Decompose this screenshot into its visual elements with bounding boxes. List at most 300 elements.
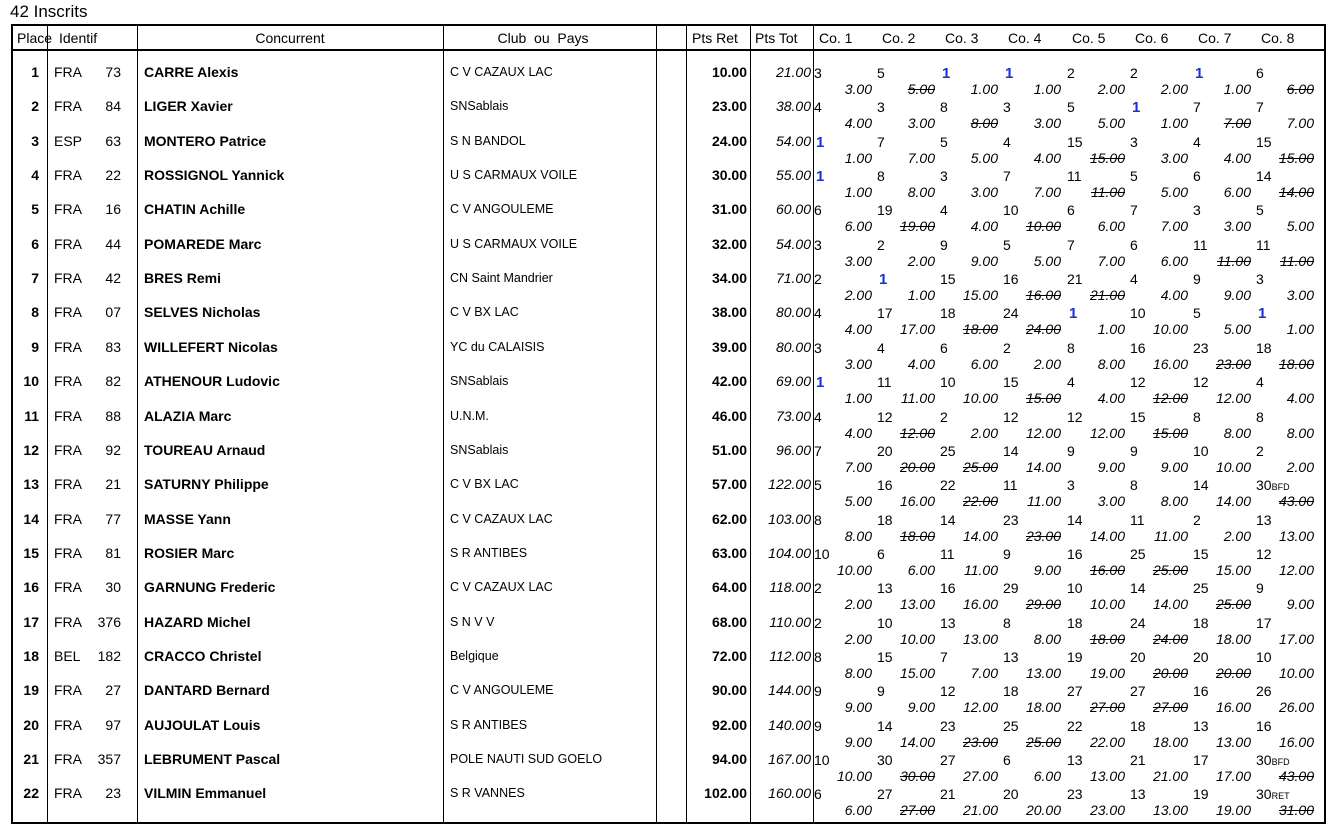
course-points: 11.00	[1217, 252, 1251, 269]
nationality-cell: FRA	[54, 373, 82, 390]
place-cell: 10	[23, 373, 39, 390]
course-rank-value: 30	[1256, 477, 1272, 494]
course-rank	[1130, 786, 1146, 802]
nationality-cell: FRA	[54, 579, 82, 596]
course-rank-value: 14	[877, 717, 893, 734]
nationality-cell: FRA	[54, 613, 82, 630]
sail-number-cell: 92	[105, 441, 121, 458]
course-points: 11.00	[1027, 493, 1061, 510]
course-rank	[1003, 512, 1019, 528]
course-points: 16.00	[899, 493, 935, 510]
course-points: 9.00	[1223, 287, 1251, 304]
course-points: 18.00	[899, 527, 935, 544]
course-points: 1.00	[844, 149, 872, 166]
nationality-cell: FRA	[54, 167, 82, 184]
course-points: 3.00	[1097, 493, 1125, 510]
course-rank	[1067, 580, 1083, 596]
course-rank-value: 7	[1130, 202, 1138, 219]
course-rank-value: 15	[1130, 408, 1146, 425]
sail-number-cell: 77	[105, 510, 121, 527]
pts-tot-cell: 118.00	[769, 579, 811, 596]
course-rank	[877, 580, 893, 596]
nationality-cell: FRA	[54, 98, 82, 115]
sail-number-cell: 42	[105, 270, 121, 287]
course-rank	[814, 99, 822, 115]
course-rank-value: 24	[1003, 305, 1019, 322]
place-cell: 3	[31, 132, 39, 149]
course-rank-value: 27	[877, 786, 893, 803]
course-rank-value: 19	[1067, 648, 1083, 665]
course-rank-value: 19	[877, 202, 893, 219]
course-rank	[1067, 615, 1083, 631]
table-row	[13, 119, 1324, 166]
course-rank-value: 13	[940, 614, 956, 631]
course-rank-value: 10	[1193, 442, 1209, 459]
sail-number-cell: 376	[97, 613, 121, 630]
course-rank-value: 6	[814, 786, 822, 803]
course-points: 6.00	[1286, 81, 1314, 97]
course-points: 1.00	[1160, 115, 1188, 132]
course-rank	[1067, 99, 1075, 115]
course-rank-value: 18	[1193, 614, 1209, 631]
place-cell: 16	[23, 579, 39, 596]
pts-tot-cell: 21.00	[775, 64, 811, 80]
course-rank-value: 5	[1130, 168, 1138, 185]
course-rank-value: 7	[940, 648, 948, 665]
pts-ret-cell: 62.00	[711, 510, 747, 527]
course-points: 3.00	[844, 252, 872, 269]
course-rank	[1193, 99, 1201, 115]
course-rank-value: 1	[942, 65, 951, 82]
pts-tot-cell: 110.00	[769, 613, 811, 630]
course-rank	[1067, 477, 1075, 493]
course-points: 10.00	[962, 390, 998, 407]
course-points: 5.00	[1097, 115, 1125, 132]
course-points: 17.00	[1278, 630, 1314, 647]
course-points: 5.00	[970, 149, 998, 166]
course-rank	[940, 683, 956, 699]
course-rank-value: 9	[1193, 271, 1201, 288]
course-rank	[814, 443, 822, 459]
course-rank-value: 15	[1256, 133, 1272, 150]
place-cell: 17	[23, 613, 39, 630]
course-rank-value: 6	[1256, 65, 1264, 81]
course-rank-value: 8	[877, 168, 885, 185]
course-rank	[1130, 477, 1138, 493]
course-rank	[1067, 786, 1083, 802]
pts-ret-cell: 34.00	[711, 270, 747, 287]
course-rank	[1003, 477, 1018, 493]
course-points: 10.00	[1152, 321, 1188, 338]
course-rank	[940, 615, 956, 631]
place-cell: 6	[31, 235, 39, 252]
course-rank-value: 25	[1130, 545, 1146, 562]
course-rank	[1193, 649, 1209, 665]
pts-tot-cell: 80.00	[775, 304, 811, 321]
course-rank-value: 2	[1003, 339, 1011, 356]
course-rank-value: 8	[814, 511, 822, 528]
table-row	[13, 394, 1324, 441]
place-cell: 5	[31, 201, 39, 218]
course-rank-value: 11	[1193, 236, 1208, 253]
club-cell: C V ANGOULEME	[450, 683, 554, 698]
course-rank-value: 10	[1130, 305, 1146, 322]
club-cell: C V BX LAC	[450, 477, 519, 492]
course-rank-value: 13	[1193, 717, 1209, 734]
nationality-cell: FRA	[54, 304, 82, 321]
course-rank-value: 18	[940, 305, 956, 322]
course-rank	[1067, 134, 1083, 150]
course-points: 6.00	[907, 561, 935, 578]
course-rank-value: 2	[1193, 511, 1201, 528]
course-points: 4.00	[1286, 390, 1314, 407]
course-rank-value: 8	[1003, 614, 1011, 631]
place-cell: 8	[31, 304, 39, 321]
course-rank	[877, 202, 893, 218]
course-points: 8.00	[1097, 355, 1125, 372]
course-points: 23.00	[1025, 527, 1061, 544]
course-rank	[940, 374, 956, 390]
pts-ret-cell: 24.00	[711, 132, 747, 149]
nationality-cell: FRA	[54, 64, 82, 80]
club-cell: C V ANGOULEME	[450, 202, 554, 217]
course-rank-value: 18	[1256, 339, 1272, 356]
course-points: 9.00	[1097, 458, 1125, 475]
course-points: 24.00	[1152, 630, 1188, 647]
course-rank-value: 6	[1130, 236, 1138, 253]
course-rank	[1256, 134, 1272, 150]
course-rank	[814, 202, 822, 218]
course-rank	[1256, 546, 1272, 562]
table-row	[13, 600, 1324, 647]
course-rank	[1132, 99, 1140, 116]
course-rank	[1003, 305, 1019, 321]
course-rank	[1130, 65, 1138, 81]
course-points: 14.00	[962, 527, 998, 544]
course-rank	[1193, 615, 1209, 631]
course-rank-value: 8	[940, 99, 948, 116]
course-rank-value: 3	[877, 99, 885, 116]
course-rank	[1130, 443, 1138, 459]
course-rank-value: 9	[1256, 580, 1264, 597]
course-rank	[1256, 512, 1272, 528]
course-rank-value: 6	[1193, 168, 1201, 185]
course-rank-value: 4	[1003, 133, 1011, 150]
competitor-name: CHATIN Achille	[144, 201, 246, 218]
course-rank	[940, 134, 948, 150]
course-rank-value: 8	[1067, 339, 1075, 356]
course-rank-value: 16	[1130, 339, 1146, 356]
course-rank-value: 8	[1256, 408, 1264, 425]
course-rank-value: 2	[814, 614, 822, 631]
course-points: 5.00	[1160, 184, 1188, 201]
course-rank-value: 17	[877, 305, 893, 322]
course-rank	[877, 65, 885, 81]
nationality-cell: BEL	[54, 647, 81, 664]
course-points: 10.00	[899, 630, 935, 647]
course-points: 4.00	[1097, 390, 1125, 407]
course-points: 6.00	[844, 802, 872, 819]
course-points: 3.00	[907, 115, 935, 132]
course-points: 27.00	[1152, 699, 1188, 716]
place-cell: 19	[23, 682, 39, 699]
nationality-cell: FRA	[54, 476, 82, 493]
course-rank-value: 14	[940, 511, 956, 528]
course-rank-value: 30	[1256, 752, 1272, 768]
course-rank	[1256, 683, 1272, 699]
header-course-7: Co. 7	[1198, 30, 1232, 46]
course-rank	[1193, 271, 1201, 287]
course-rank	[1130, 409, 1146, 425]
course-points: 13.00	[1278, 527, 1314, 544]
table-row	[13, 428, 1324, 475]
course-points: 5.00	[844, 493, 872, 510]
course-rank-value: 14	[1067, 511, 1083, 528]
course-rank	[1193, 512, 1201, 528]
course-rank	[814, 65, 822, 81]
pts-tot-cell: 54.00	[775, 132, 811, 149]
course-rank	[1256, 271, 1264, 287]
club-cell: CN Saint Mandrier	[450, 271, 553, 286]
competitor-name: AUJOULAT Louis	[144, 716, 261, 733]
course-points: 21.00	[1089, 287, 1125, 304]
course-rank-value: 11	[1003, 477, 1018, 494]
course-rank-value: 14	[1130, 580, 1146, 597]
course-points: 4.00	[970, 218, 998, 235]
course-rank-value: 2	[1067, 65, 1075, 81]
course-rank	[1067, 443, 1075, 459]
course-rank	[940, 271, 956, 287]
course-points: 27.00	[1089, 699, 1125, 716]
course-rank	[1256, 409, 1264, 425]
course-rank-value: 30	[1256, 786, 1272, 803]
pts-ret-cell: 23.00	[711, 98, 747, 115]
course-rank-value: 12	[940, 683, 956, 700]
pts-tot-cell: 160.00	[768, 785, 811, 802]
course-rank	[1130, 718, 1146, 734]
course-points: 8.00	[1160, 493, 1188, 510]
course-points: 8.00	[1033, 630, 1061, 647]
course-rank-value: 10	[1003, 202, 1019, 219]
course-points: 23.00	[962, 733, 998, 750]
course-rank	[877, 237, 885, 253]
club-cell: C V CAZAUX LAC	[450, 511, 553, 526]
club-cell: U S CARMAUX VOILE	[450, 236, 578, 251]
course-rank-value: 5	[814, 477, 822, 494]
pts-ret-cell: 68.00	[711, 613, 747, 630]
course-rank	[814, 718, 822, 734]
pts-ret-cell: 31.00	[711, 201, 747, 218]
course-rank	[1003, 374, 1019, 390]
course-rank-value: 6	[940, 339, 948, 356]
course-points: 16.00	[1215, 699, 1251, 716]
course-rank	[1193, 134, 1201, 150]
course-rank	[877, 477, 893, 493]
course-rank	[877, 683, 885, 699]
course-rank	[940, 546, 955, 562]
course-points: 26.00	[1278, 699, 1314, 716]
club-cell: C V CAZAUX LAC	[450, 580, 553, 595]
sail-number-cell: 07	[105, 304, 121, 321]
course-rank	[1256, 580, 1264, 596]
pts-tot-cell: 54.00	[775, 235, 811, 252]
course-points: 2.00	[1223, 527, 1251, 544]
sail-number-cell: 84	[105, 98, 121, 115]
place-cell: 11	[24, 407, 39, 424]
course-points: 15.00	[1089, 149, 1125, 166]
competitor-name: POMAREDE Marc	[144, 235, 262, 252]
course-points: 4.00	[907, 355, 935, 372]
course-rank	[1256, 615, 1272, 631]
pts-tot-cell: 140.00	[768, 716, 811, 733]
course-points: 7.00	[1097, 252, 1125, 269]
place-cell: 20	[23, 716, 39, 733]
course-points: 7.00	[1223, 115, 1251, 132]
pts-ret-cell: 94.00	[711, 751, 747, 767]
course-rank	[1067, 752, 1083, 768]
course-rank-value: 25	[940, 442, 956, 459]
course-rank	[1256, 374, 1264, 390]
course-rank-value: 10	[877, 614, 893, 631]
course-rank	[940, 752, 956, 768]
course-rank-value: 12	[1003, 408, 1019, 425]
course-points: 4.00	[844, 424, 872, 441]
course-rank-value: 10	[940, 374, 956, 391]
course-points: 15.00	[1025, 390, 1061, 407]
course-rank-value: 26	[1256, 683, 1272, 700]
course-rank-value: 9	[1067, 442, 1075, 459]
club-cell: U.N.M.	[450, 408, 489, 423]
course-rank	[814, 683, 822, 699]
course-rank-value: 14	[1256, 168, 1272, 185]
course-points: 2.00	[1160, 81, 1188, 97]
course-points: 2.00	[844, 287, 872, 304]
course-points: 2.00	[844, 596, 872, 613]
course-rank	[940, 477, 956, 493]
nationality-cell: FRA	[54, 785, 82, 802]
course-rank	[940, 718, 956, 734]
table-row	[13, 50, 1324, 97]
course-points: 11.00	[901, 390, 935, 407]
place-cell: 18	[23, 647, 39, 664]
table-row	[13, 634, 1324, 681]
course-rank-value: 16	[1003, 271, 1019, 288]
course-rank-value: 22	[1067, 717, 1083, 734]
course-points: 8.00	[844, 527, 872, 544]
course-points: 14.00	[1152, 596, 1188, 613]
course-points: 14.00	[899, 733, 935, 750]
table-row	[13, 497, 1324, 544]
course-rank-value: 17	[1193, 752, 1209, 768]
course-points: 4.00	[844, 321, 872, 338]
course-points: 9.00	[907, 699, 935, 716]
course-rank	[1193, 683, 1209, 699]
course-points: 18.00	[1152, 733, 1188, 750]
course-points: 4.00	[844, 115, 872, 132]
pts-ret-cell: 72.00	[711, 647, 747, 664]
course-rank	[1067, 65, 1075, 81]
place-cell: 4	[31, 167, 39, 184]
header-course-8: Co. 8	[1261, 30, 1295, 46]
course-points: 6.00	[970, 355, 998, 372]
course-rank-value: 10	[814, 752, 830, 768]
course-rank-value: 4	[814, 408, 822, 425]
header-pts-ret: Pts Ret	[692, 30, 738, 46]
course-rank-value: 7	[1003, 168, 1011, 185]
course-rank	[814, 409, 822, 425]
course-rank	[879, 271, 887, 288]
sail-number-cell: 97	[105, 716, 121, 733]
pts-tot-cell: 73.00	[775, 407, 811, 424]
course-rank	[1193, 340, 1209, 356]
course-rank-value: 8	[1130, 477, 1138, 494]
course-rank-value: 13	[877, 580, 893, 597]
course-points: 11.00	[964, 561, 998, 578]
course-rank	[1193, 409, 1201, 425]
course-rank-value: 10	[814, 545, 830, 562]
course-rank-value: 2	[877, 236, 885, 253]
place-cell: 13	[23, 476, 39, 493]
course-rank-value: 13	[1130, 786, 1146, 803]
course-points: 25.00	[962, 458, 998, 475]
pts-ret-cell: 42.00	[711, 373, 747, 390]
course-points: 10.00	[1278, 664, 1314, 681]
course-points: 3.00	[1033, 115, 1061, 132]
course-points: 23.00	[1089, 802, 1125, 819]
pts-ret-cell: 46.00	[711, 407, 747, 424]
course-rank-value: 29	[1003, 580, 1019, 597]
course-points: 7.00	[844, 458, 872, 475]
course-rank-value: 13	[1256, 511, 1272, 528]
nationality-cell: FRA	[54, 407, 82, 424]
pts-ret-cell: 32.00	[711, 235, 747, 252]
course-points: 22.00	[962, 493, 998, 510]
sail-number-cell: 73	[105, 64, 121, 80]
course-points: 16.00	[962, 596, 998, 613]
course-rank-value: 9	[877, 683, 885, 700]
course-points: 18.00	[1025, 699, 1061, 716]
course-rank	[1067, 512, 1083, 528]
course-points: 5.00	[1286, 218, 1314, 235]
course-rank	[877, 615, 893, 631]
sail-number-cell: 21	[105, 476, 121, 493]
course-rank	[1130, 237, 1138, 253]
course-rank-value: 1	[1195, 65, 1204, 82]
course-points: 25.00	[1025, 733, 1061, 750]
place-cell: 1	[31, 64, 39, 80]
pts-ret-cell: 63.00	[711, 544, 747, 561]
course-points: 20.00	[1152, 664, 1188, 681]
course-rank	[877, 305, 893, 321]
course-rank	[1195, 65, 1203, 82]
course-points: 43.00	[1278, 768, 1314, 784]
course-rank-value: 21	[1130, 752, 1146, 768]
place-cell: 15	[23, 544, 39, 561]
course-rank-value: 15	[877, 648, 893, 665]
course-rank	[816, 374, 824, 391]
course-points: 3.00	[970, 184, 998, 201]
sail-number-cell: 27	[105, 682, 121, 699]
course-rank-value: 27	[940, 752, 956, 768]
course-rank-value: 3	[814, 339, 822, 356]
place-cell: 14	[23, 510, 39, 527]
course-points: 5.00	[1033, 252, 1061, 269]
club-cell: S R ANTIBES	[450, 717, 528, 732]
course-rank-value: 1	[1069, 305, 1078, 323]
course-rank-value: 16	[1256, 717, 1272, 734]
header-pts-tot: Pts Tot	[755, 30, 798, 46]
table-row	[13, 737, 1324, 784]
